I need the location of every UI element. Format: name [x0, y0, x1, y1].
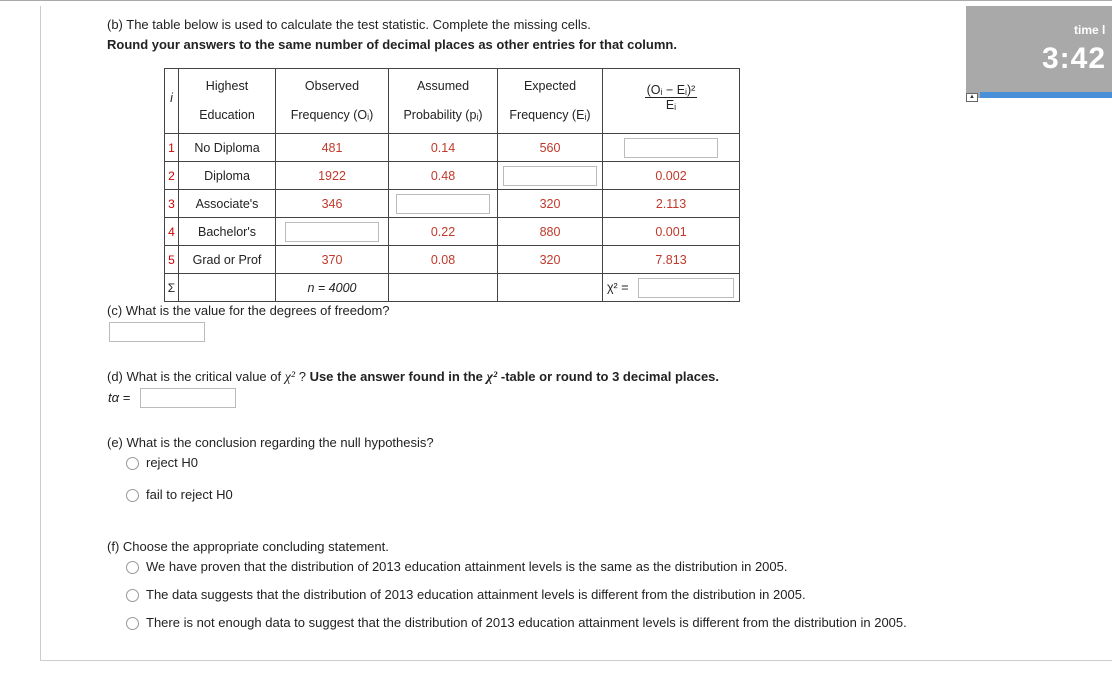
observed-cell: 346 — [276, 190, 389, 218]
row-index: 2 — [165, 162, 179, 190]
observed-cell — [276, 218, 389, 246]
contribution-cell: 7.813 — [603, 246, 740, 274]
expected-cell: 320 — [498, 190, 603, 218]
sigma-symbol: Σ — [165, 274, 179, 302]
statement-3: There is not enough data to suggest that the distribution of 2013 education attainment levels is different from the distribution in 2005. — [146, 615, 907, 630]
observed-input[interactable] — [285, 222, 379, 242]
chi-square-total-cell — [603, 274, 740, 302]
observed-cell: 370 — [276, 246, 389, 274]
row-index: 4 — [165, 218, 179, 246]
table-row — [165, 162, 740, 190]
part-f-question: (f) Choose the appropriate concluding statement. — [107, 539, 389, 554]
header-expected: Expected Frequency (Eᵢ) — [498, 69, 603, 134]
header-probability: Assumed Probability (pᵢ) — [389, 69, 498, 134]
statement-2: The data suggests that the distribution of 2013 education attainment levels is different from the distribution in 2005. — [146, 587, 806, 602]
part-d-question: (d) What is the critical value of χ² ? Use the answer found in the χ² -table or round to 3 decimal places. — [107, 369, 720, 385]
statement-1: We have proven that the distribution of 2013 education attainment levels is the same as the distribution in 2005. — [146, 559, 788, 574]
education-cell: No Diploma — [179, 134, 276, 162]
collapse-timer-button[interactable]: ▲ — [966, 93, 978, 102]
observed-cell: 1922 — [276, 162, 389, 190]
row-index: 1 — [165, 134, 179, 162]
option-reject-h0: reject H0 — [146, 455, 199, 470]
radio-reject-h0[interactable] — [126, 457, 139, 470]
probability-cell: 0.08 — [389, 246, 498, 274]
part-b-instruction: (b) The table below is used to calculate the test statistic. Complete the missing cells. — [107, 17, 591, 32]
critical-value-label: tα = — [108, 390, 131, 405]
expected-input[interactable] — [503, 166, 597, 186]
time-left-value: 3:42 — [1042, 42, 1107, 75]
probability-input[interactable] — [396, 194, 490, 214]
part-c-question: (c) What is the value for the degrees of freedom? — [107, 303, 390, 318]
expected-cell: 880 — [498, 218, 603, 246]
expected-cell — [498, 162, 603, 190]
education-cell: Grad or Prof — [179, 246, 276, 274]
time-left-panel — [966, 6, 1112, 98]
degrees-of-freedom-input[interactable] — [109, 322, 205, 342]
row-index: 3 — [165, 190, 179, 218]
chi-square-table — [164, 68, 740, 302]
contribution-input[interactable] — [624, 138, 718, 158]
chi-square-total-input[interactable] — [638, 278, 734, 298]
radio-statement-2[interactable] — [126, 589, 139, 602]
education-cell: Bachelor's — [179, 218, 276, 246]
education-cell: Diploma — [179, 162, 276, 190]
expected-cell: 560 — [498, 134, 603, 162]
header-i: i — [165, 69, 179, 134]
probability-cell — [389, 190, 498, 218]
radio-statement-3[interactable] — [126, 617, 139, 630]
radio-statement-1[interactable] — [126, 561, 139, 574]
contribution-cell: 0.001 — [603, 218, 740, 246]
option-fail-to-reject-h0: fail to reject H0 — [146, 487, 233, 502]
observed-cell: 481 — [276, 134, 389, 162]
contribution-cell: 0.002 — [603, 162, 740, 190]
contribution-cell: 2.113 — [603, 190, 740, 218]
critical-value-input[interactable] — [140, 388, 236, 408]
sample-size: n = 4000 — [276, 274, 389, 302]
part-b-rounding-note: Round your answers to the same number of decimal places as other entries for that column. — [107, 37, 677, 52]
sum-row — [165, 274, 740, 302]
row-index: 5 — [165, 246, 179, 274]
contribution-fraction: $\frac{\text{(Oᵢ − Eᵢ)²}}{\text{Eᵢ}}$ — [646, 82, 696, 112]
table-row — [165, 134, 740, 162]
table-row — [165, 190, 740, 218]
probability-cell: 0.48 — [389, 162, 498, 190]
education-cell: Associate's — [179, 190, 276, 218]
part-e-question: (e) What is the conclusion regarding the null hypothesis? — [107, 435, 434, 450]
time-left-label: time l — [1074, 23, 1106, 37]
table-row — [165, 218, 740, 246]
probability-cell: 0.22 — [389, 218, 498, 246]
chi-square-label: χ² = — [607, 279, 629, 294]
header-contribution — [603, 69, 740, 134]
header-education: Highest Education — [179, 69, 276, 134]
table-header-row — [165, 69, 740, 134]
radio-fail-to-reject-h0[interactable] — [126, 489, 139, 502]
time-progress-bar — [980, 92, 1112, 98]
expected-cell: 320 — [498, 246, 603, 274]
contribution-cell — [603, 134, 740, 162]
table-row — [165, 246, 740, 274]
probability-cell: 0.14 — [389, 134, 498, 162]
header-observed: Observed Frequency (Oᵢ) — [276, 69, 389, 134]
